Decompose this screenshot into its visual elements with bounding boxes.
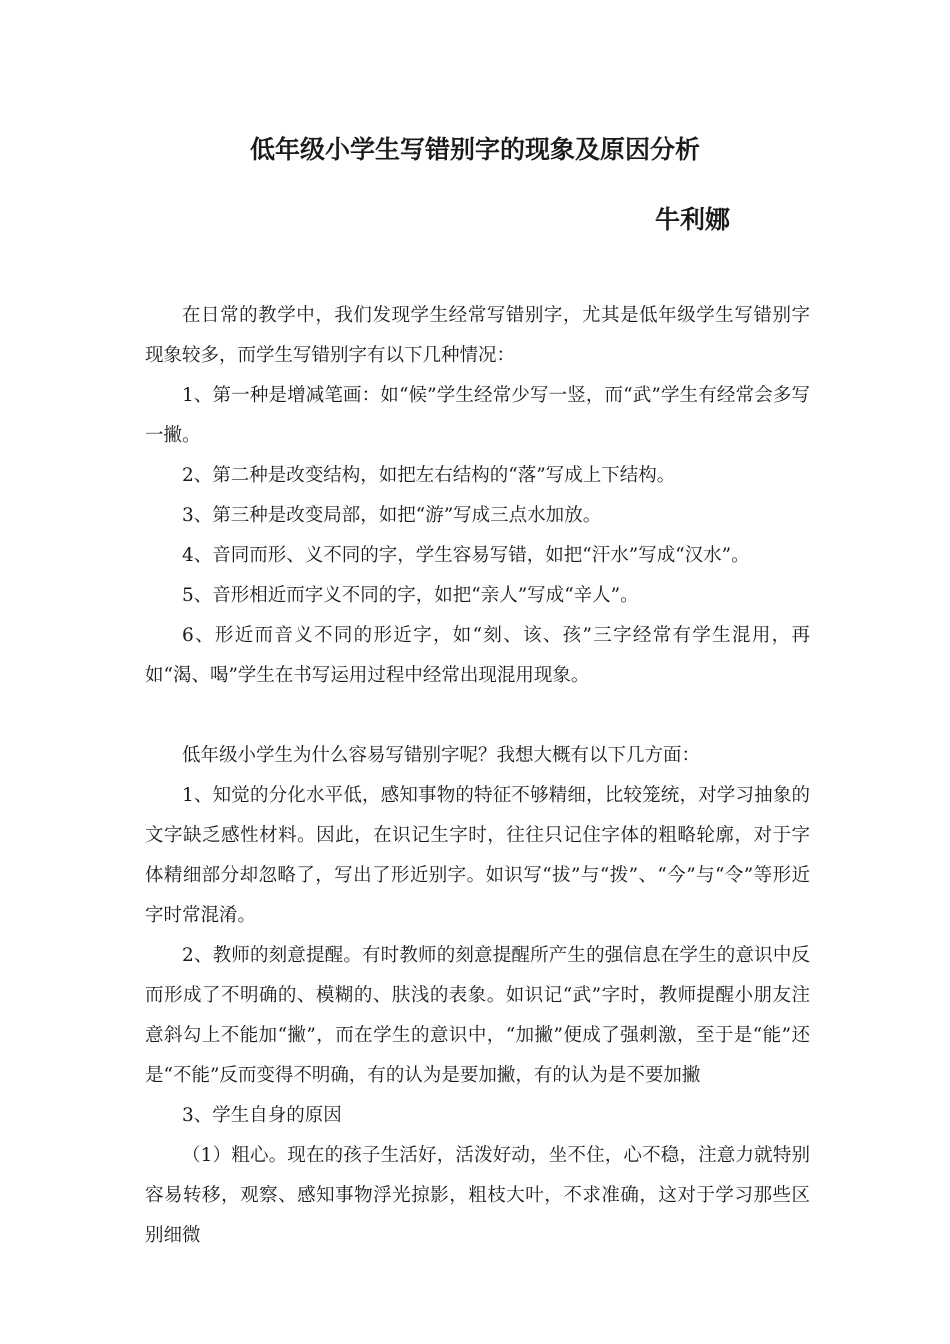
- paragraph-reason-2: 2、教师的刻意提醒。有时教师的刻意提醒所产生的强信息在学生的意识中反而形成了不明确的、模糊的、肤浅的表象。如识记“武”字时，教师提醒小朋友注意斜勾上不能加“撇”，而在学生的意识中，“加撇”便成了强刺激，至于是“能”还是“不能”反而变得不明确，有的认为是要加撇，有的认为是不要加撇: [145, 945, 810, 1086]
- author-name: 牛利娜: [655, 205, 731, 234]
- section-spacer: [145, 696, 810, 736]
- paragraph-case-4: 4、音同而形、义不同的字，学生容易写错，如把“汗水”写成“汉水”。: [182, 545, 750, 566]
- paragraph-reason-1: 1、知觉的分化水平低，感知事物的特征不够精细，比较笼统，对学习抽象的文字缺乏感性材料。因此，在识记生字时，往往只记住字体的粗略轮廓，对于字体精细部分却忽略了，写出了形近别字。如识写“拔”与“拨”、“今”与“令”等形近字时常混淆。: [145, 785, 810, 926]
- paragraph-reason-3: 3、学生自身的原因: [182, 1105, 342, 1126]
- document-title: 低年级小学生写错别字的现象及原因分析: [249, 135, 700, 164]
- paragraph-reason-3-1: （1）粗心。现在的孩子生活好，活泼好动，坐不住，心不稳，注意力就特别容易转移，观察、感知事物浮光掠影，粗枝大叶，不求准确，这对于学习那些区别细微: [145, 1145, 810, 1246]
- paragraph-case-3: 3、第三种是改变局部，如把“游”写成三点水加放。: [182, 505, 602, 526]
- paragraph-case-1: 1、第一种是增减笔画：如“候”学生经常少写一竖，而“武”学生有经常会多写一撇。: [145, 385, 810, 446]
- document-body: [145, 296, 810, 1256]
- paragraph-case-5: 5、音形相近而字义不同的字，如把“亲人”写成“辛人”。: [182, 585, 639, 606]
- paragraph-case-6: 6、形近而音义不同的形近字，如“刻、该、孩”三字经常有学生混用，再如“渴、喝”学生在书写运用过程中经常出现混用现象。: [145, 625, 810, 686]
- paragraph-case-2: 2、第二种是改变结构，如把左右结构的“落”写成上下结构。: [182, 465, 676, 486]
- paragraph-reasons-intro: 低年级小学生为什么容易写错别字呢？我想大概有以下几方面：: [182, 745, 701, 766]
- paragraph-intro: 在日常的教学中，我们发现学生经常写错别字，尤其是低年级学生写错别字现象较多，而学生写错别字有以下几种情况：: [145, 305, 810, 366]
